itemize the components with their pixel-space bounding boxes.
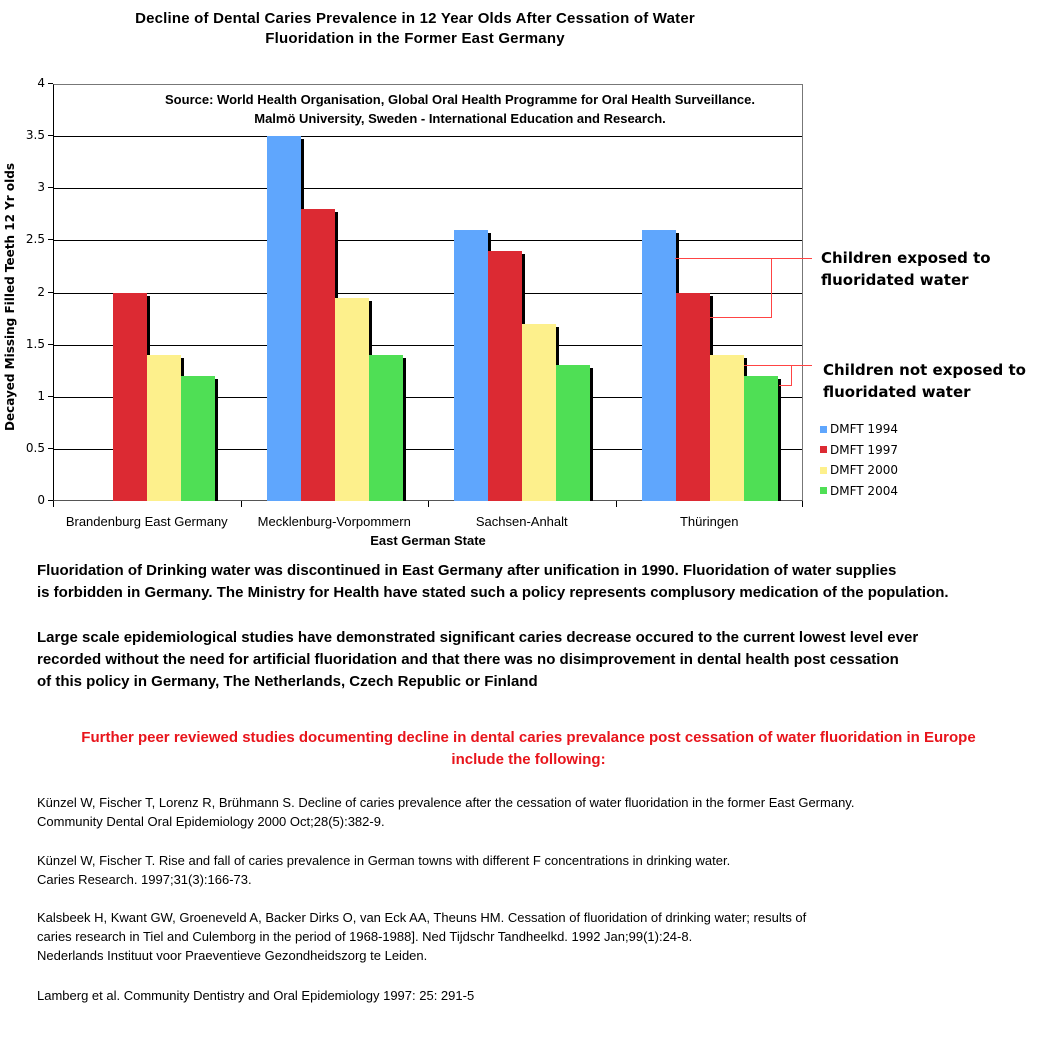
gridline <box>54 240 802 241</box>
legend-label: DMFT 1994 <box>830 422 898 437</box>
legend-item <box>820 440 898 461</box>
legend-item <box>820 481 898 502</box>
bar-dmft-1997 <box>113 293 147 502</box>
legend-item <box>820 419 898 440</box>
paragraph2-line-2: recorded without the need for artificial fluoridation and that there was no disimprovement in dental health post cessation <box>37 651 899 668</box>
reference-line: caries research in Tiel and Culemborg in the period of 1968-1988]. Ned Tijdschr Tandheelkd. 1992 Jan;99(1):24-8. <box>37 929 693 944</box>
annotation-exposed-line-2: fluoridated water <box>821 271 969 289</box>
bar-shadow <box>590 368 593 501</box>
gridline <box>54 136 802 137</box>
bar-dmft-2004 <box>181 376 215 501</box>
x-category-label: Mecklenburg-Vorpommern <box>257 514 411 529</box>
annotation-exposed <box>821 247 991 291</box>
paragraph2-line-3: of this policy in Germany, The Netherlands, Czech Republic or Finland <box>37 673 538 690</box>
reference-line: Caries Research. 1997;31(3):166-73. <box>37 872 252 887</box>
y-tick-label: 3 <box>37 180 45 195</box>
y-tick-mark <box>48 396 53 397</box>
bar-dmft-1994 <box>454 230 488 501</box>
further-heading-line-2: include the following: <box>451 751 606 768</box>
x-axis-title: East German State <box>370 533 486 548</box>
legend-label: DMFT 2000 <box>830 463 898 478</box>
reference-line: Community Dental Oral Epidemiology 2000 Oct;28(5):382-9. <box>37 814 385 829</box>
annotation-not-exposed-line-2: fluoridated water <box>823 383 971 401</box>
further-studies-heading <box>0 727 1057 771</box>
y-tick-label: 2.5 <box>25 232 45 247</box>
y-tick-mark <box>48 292 53 293</box>
y-tick-mark <box>48 187 53 188</box>
source-line-1: Source: World Health Organisation, Global Oral Health Programme for Oral Health Surveillance. <box>165 92 755 107</box>
bar-dmft-2000 <box>147 355 181 501</box>
bar-shadow <box>215 379 218 501</box>
source-note <box>110 90 810 128</box>
reference-line: Künzel W, Fischer T. Rise and fall of caries prevalence in German towns with different F concentrations in drinking water. <box>37 853 731 868</box>
paragraph-fluoridation-discontinued <box>37 560 949 604</box>
bar-dmft-1997 <box>676 293 710 502</box>
x-tick-mark <box>53 501 54 507</box>
reference-line: Lamberg et al. Community Dentistry and Oral Epidemiology 1997: 25: 291-5 <box>37 988 475 1003</box>
x-category-label: Brandenburg East Germany <box>65 514 228 529</box>
y-tick-mark <box>48 239 53 240</box>
annotation-not-exposed-line-1: Children not exposed to <box>823 361 1026 379</box>
legend-swatch-icon <box>820 467 827 474</box>
y-tick-label: 3.5 <box>25 128 45 143</box>
reference-kunzel-2000 <box>37 793 854 831</box>
x-tick-mark <box>616 501 617 507</box>
y-tick-mark <box>48 448 53 449</box>
paragraph-epidemiological-studies <box>37 627 918 693</box>
x-tick-mark <box>428 501 429 507</box>
bar-dmft-1994 <box>642 230 676 501</box>
reference-line: Nederlands Instituut voor Praeventieve Gezondheidszorg te Leiden. <box>37 948 428 963</box>
bar-dmft-1997 <box>488 251 522 501</box>
bar-dmft-1994 <box>267 136 301 501</box>
reference-kunzel-1997 <box>37 851 730 889</box>
legend-item <box>820 460 898 481</box>
plot-area <box>53 84 803 501</box>
x-tick-mark <box>802 501 803 507</box>
annotation-not-exposed <box>823 359 1026 403</box>
bar-shadow <box>778 379 781 501</box>
reference-line: Künzel W, Fischer T, Lorenz R, Brühmann S. Decline of caries prevalence after the cessation of water fluoridation in the former East Germany. <box>37 795 855 810</box>
y-axis-title: Decayed Missing Filled Teeth 12 Yr olds <box>3 163 17 431</box>
paragraph1-line-2: is forbidden in Germany. The Ministry for Health have stated such a policy represents complusory medication of the population. <box>37 584 949 601</box>
x-category-label: Thüringen <box>679 514 739 529</box>
gridline <box>54 188 802 189</box>
bar-dmft-1997 <box>301 209 335 501</box>
reference-lamberg-1997 <box>37 986 474 1005</box>
legend <box>820 419 898 501</box>
further-heading-line-1: Further peer reviewed studies documenting decline in dental caries prevalance post cessation of water fluoridation in Europe <box>81 729 976 746</box>
legend-label: DMFT 2004 <box>830 483 898 498</box>
bar-dmft-2000 <box>522 324 556 501</box>
y-tick-mark <box>48 344 53 345</box>
y-tick-label: 1 <box>37 388 45 403</box>
y-tick-label: 0 <box>37 493 45 507</box>
annotation-exposed-line-1: Children exposed to <box>821 249 991 267</box>
legend-swatch-icon <box>820 487 827 494</box>
reference-kalsbeek-1992 <box>37 908 806 965</box>
bar-dmft-2004 <box>744 376 778 501</box>
x-tick-mark <box>241 501 242 507</box>
y-tick-label: 4 <box>37 76 45 90</box>
chart-title-line-1: Decline of Dental Caries Prevalence in 12 Year Olds After Cessation of Water <box>135 10 695 27</box>
bar-dmft-2004 <box>556 365 590 501</box>
bar-dmft-2000 <box>710 355 744 501</box>
legend-swatch-icon <box>820 426 827 433</box>
legend-swatch-icon <box>820 446 827 453</box>
y-tick-mark <box>48 83 53 84</box>
source-line-2: Malmö University, Sweden - International Education and Research. <box>254 111 666 126</box>
bar-shadow <box>403 358 406 501</box>
y-tick-label: 1.5 <box>25 336 45 351</box>
chart-title-line-2: Fluoridation in the Former East Germany <box>265 30 565 47</box>
paragraph1-line-1: Fluoridation of Drinking water was discontinued in East Germany after unification in 1990. Fluoridation of water supplies <box>37 562 897 579</box>
y-tick-mark <box>48 135 53 136</box>
y-tick-label: 0.5 <box>25 440 45 455</box>
legend-label: DMFT 1997 <box>830 442 898 457</box>
chart-title <box>60 9 770 49</box>
bar-dmft-2000 <box>335 298 369 501</box>
bar-dmft-2004 <box>369 355 403 501</box>
paragraph2-line-1: Large scale epidemiological studies have demonstrated significant caries decrease occured to the current lowest level ever <box>37 629 919 646</box>
reference-line: Kalsbeek H, Kwant GW, Groeneveld A, Backer Dirks O, van Eck AA, Theuns HM. Cessation of fluoridation of drinking water; results of <box>37 910 807 925</box>
x-category-label: Sachsen-Anhalt <box>475 514 568 529</box>
y-tick-label: 2 <box>37 284 45 299</box>
